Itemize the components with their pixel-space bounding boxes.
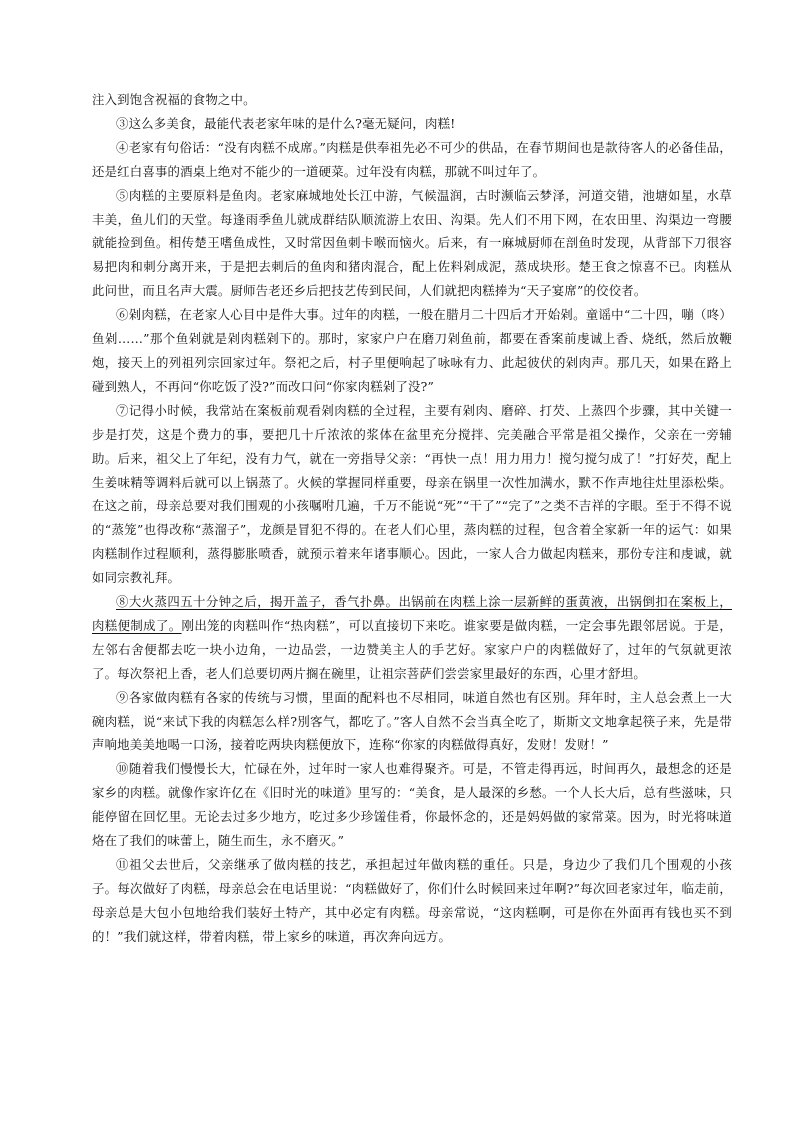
paragraph-11: ⑪祖父去世后，父亲继承了做肉糕的技艺，承担起过年做肉糕的重任。只是，身边少了我们几个围观的小孩子。每次做好了肉糕，母亲总会在电话里说：“肉糕做好了，你们什么时候回来过年啊?”每次回老家过年，临走前，母亲总是大包小包地给我们装好土特产，其中必定有肉糕。母亲常说，“这肉糕啊，可是你在外面再有钱也买不到的！”我们就这样，带着肉糕，带上家乡的味道，再次奔向远方。 (92, 857, 732, 944)
paragraph-5: ⑤肉糕的主要原料是鱼肉。老家麻城地处长江中游，气候温润，古时濒临云梦泽，河道交错，池塘如星，水草丰美，鱼儿们的天堂。每逢雨季鱼儿就成群结队顺流游上农田、沟渠。先人们不用下网，在农田里、沟渠边一弯腰就能捡到鱼。相传楚王嗜鱼成性，又时常因鱼刺卡喉而恼火。后来，有一麻城厨师在剖鱼时发现，从背部下刀很容易把肉和刺分离开来，于是把去刺后的鱼肉和猪肉混合，配上佐料剁成泥，蒸成块形。楚王食之惊喜不已。肉糕从此问世，而且名声大震。厨师告老还乡后把技艺传到民间，人们就把肉糕捧为“天子宴席”的佼佼者。 (92, 187, 732, 299)
paragraph-8 (92, 590, 732, 686)
paragraph-continuation: 注入到饱含祝福的食物之中。 (92, 92, 256, 107)
paragraph-9: ⑨各家做肉糕有各家的传统与习惯，里面的配料也不尽相同，味道自然也有区别。拜年时，主人总会煮上一大碗肉糕，说“来试下我的肉糕怎么样?別客气，都吃了。”客人自然不会当真全吃了，斯斯文文地拿起筷子来，先是带声响地美美地喝一口汤，接着吃两块肉糕便放下，连称“你家的肉糕做得真好，发财！发财！” (92, 689, 732, 753)
paragraph-8-rest: 刚出笼的肉糕叫作“热肉糕”，可以直接切下来吃。谁家要是做肉糕，一定会事先跟邻居说。于是，左邻右舍便都去吃一块小边角，一边品尝，一边赞美主人的手艺好。家家户户的肉糕做好了，过年的气氛就更浓了。每次祭祀上香，老人们总要切两片搁在碗里，让祖宗菩萨们尝尝家里最好的东西，心里才舒坦。 (92, 617, 733, 681)
article-body (92, 88, 732, 949)
paragraph-6: ⑥剁肉糕，在老家人心目中是件大事。过年的肉糕，一般在腊月二十四后才开始剁。童谣中“二十四，嘣（咚）鱼剁……”那个鱼剁就是剁肉糕剁下的。那时，家家户户在磨刀剁鱼前，都要在香案前虔诚上香、烧纸，然后放鞭炮，接天上的列祖列宗回家过年。祭祀之后，村子里便响起了咏咏有力、此起彼伏的剁肉声。那几天，如果在路上碰到熟人，不再问“你吃饭了没?”而改口问“你家肉糕剁了没?” (92, 307, 732, 394)
underlined-sentence: ⑧大火蒸四五十分钟之后，揭开盖子，香气扑鼻。出锅前在肉糕上涂一层新鲜的蛋黄液，出锅倒扣在案板上，肉糕便制成了。 (92, 594, 732, 633)
paragraph-7: ⑦记得小时候，我常站在案板前观看剁肉糕的全过程，主要有剁肉、磨碎、打芡、上蒸四个步骤，其中关键一步是打芡，这是个费力的事，要把几十斤浓浓的浆体在盆里充分搅拌、完美融合平常是祖父操作，父亲在一旁辅助。后来，祖父上了年纪，没有力气，就在一旁指导父亲：“再快一点！用力用力！搅匀搅匀成了！”打好芡，配上生姜味精等调料后就可以上锅蒸了。火候的掌握同样重要，母亲在锅里一次性加满水，默不作声地往灶里添松柴。在这之前，母亲总要对我们围观的小孩嘱咐几遍，千万不能说“死”“干了”“完了”之类不吉祥的字眼。至于不得不说的“蒸笼”也得改称“蒸溜子”，龙颜是冒犯不得的。在老人们心里，蒸肉糕的过程，包含着全家新一年的运气：如果肉糕制作过程顺利，蒸得膨胀喷香，就预示着来年诸事顺心。因此，一家人合力做起肉糕来，那份专注和虔诚，就如同宗教礼拜。 (92, 402, 732, 586)
paragraph-10: ⑩随着我们慢慢长大，忙碌在外，过年时一家人也难得聚齐。可是，不管走得再远，时间再久，最想念的还是家乡的肉糕。就像作家许亿在《旧时光的味道》里写的：“美食，是人最深的乡愁。一个人长大后，总有些滋味，只能停留在回忆里。无论去过多少地方，吃过多少珍馐佳肴，你最怀念的，还是妈妈做的家常菜。因为，时光将味道烙在了我们的味蕾上，随生而生，永不磨灭。” (92, 761, 732, 849)
paragraph-4: ④老家有句俗话：“没有肉糕不成席。”肉糕是供奉祖先必不可少的供品，在春节期间也是款待客人的必备佳品，还是红白喜事的酒桌上绝对不能少的一道硬菜。过年没有肉糕，那就不叫过年了。 (92, 139, 732, 179)
paragraph-3: ③这么多美食，最能代表老家年味的是什么?毫无疑问，肉糕! (116, 115, 456, 131)
